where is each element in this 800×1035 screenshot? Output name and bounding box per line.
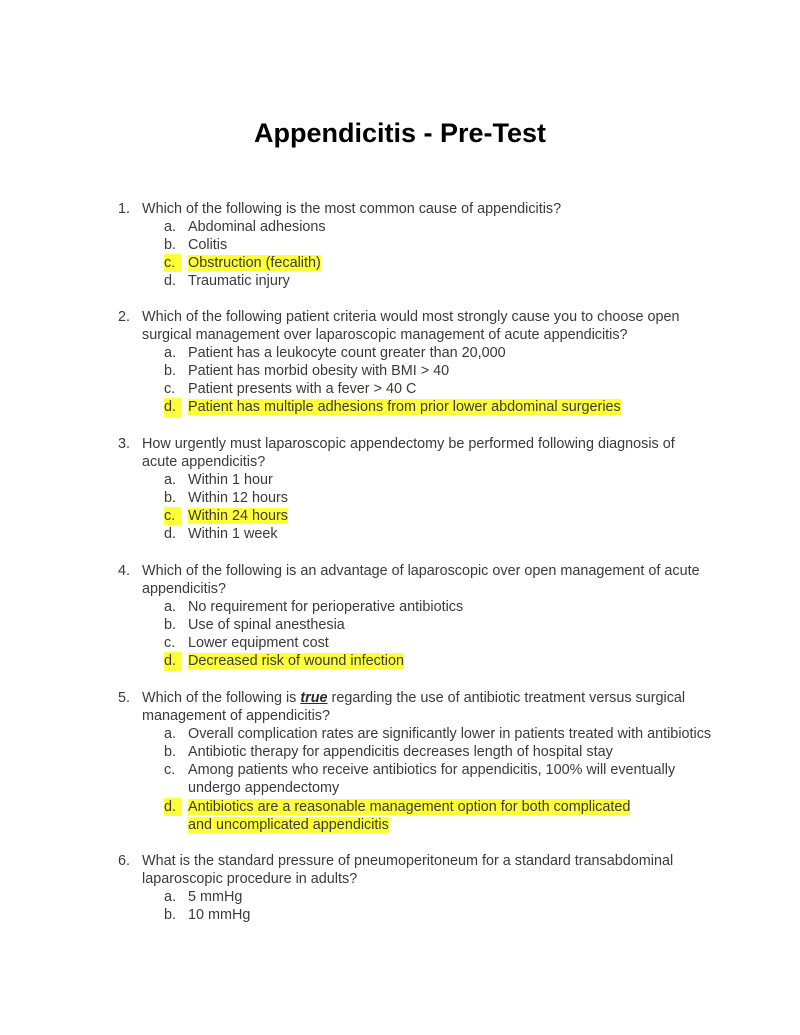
option-text: Within 1 hour	[188, 472, 273, 489]
option-letter: b.	[164, 617, 177, 634]
option-text: Patient has multiple adhesions from prior lower abdominal surgeries	[188, 399, 621, 416]
option-list	[0, 218, 800, 290]
option-text: Obstruction (fecalith)	[188, 255, 321, 272]
question-text	[142, 689, 712, 725]
question-text-part: regarding the use of antibiotic treatment versus surgical management of appendicitis?	[142, 690, 686, 725]
question-4	[0, 562, 800, 671]
option-b	[164, 489, 718, 507]
option-b	[164, 906, 718, 924]
option-list	[0, 888, 800, 924]
question-number: 3.	[118, 436, 131, 452]
option-d-answer	[164, 652, 718, 670]
option-letter: c.	[164, 507, 181, 525]
option-text: Within 24 hours	[188, 508, 288, 525]
option-list	[0, 471, 800, 543]
option-b	[164, 362, 718, 380]
option-c	[164, 761, 678, 797]
question-6	[0, 852, 800, 924]
option-letter: d.	[164, 273, 177, 290]
question-number: 1.	[118, 201, 131, 217]
option-d-answer	[164, 398, 718, 416]
option-letter: c.	[164, 635, 176, 652]
option-letter: a.	[164, 219, 177, 236]
option-d-answer	[164, 798, 658, 834]
option-list	[0, 725, 800, 834]
option-letter: b.	[164, 907, 177, 924]
option-list	[0, 598, 800, 670]
option-letter: b.	[164, 744, 177, 761]
option-letter: c.	[164, 762, 176, 779]
option-text: Abdominal adhesions	[188, 219, 326, 236]
question-5	[0, 689, 800, 834]
option-text: Patient presents with a fever > 40 C	[188, 381, 417, 398]
option-a	[164, 725, 718, 743]
option-letter: d.	[164, 526, 177, 543]
option-a	[164, 888, 718, 906]
option-d	[164, 272, 718, 290]
option-text: Traumatic injury	[188, 273, 290, 290]
option-letter: d.	[164, 398, 182, 416]
option-b	[164, 743, 718, 761]
option-c	[164, 634, 718, 652]
option-text: No requirement for perioperative antibiotics	[188, 599, 464, 616]
question-text: Which of the following is an advantage of laparoscopic over open management of acute appendicitis?	[142, 563, 700, 598]
option-text: Among patients who receive antibiotics for appendicitis, 100% will eventually undergo appendectomy	[188, 762, 676, 797]
option-letter: b.	[164, 237, 177, 254]
question-number: 4.	[118, 563, 131, 579]
question-1	[0, 200, 800, 290]
option-text: 5 mmHg	[188, 889, 243, 906]
option-a	[164, 598, 718, 616]
option-text: Within 12 hours	[188, 490, 288, 507]
option-letter: a.	[164, 472, 177, 489]
option-text: Overall complication rates are significantly lower in patients treated with antibiotics	[188, 726, 712, 743]
option-text: Antibiotics are a reasonable management option for both complicated and uncomplicated appendicitis	[188, 798, 631, 833]
option-text: Lower equipment cost	[188, 635, 329, 652]
option-text: Colitis	[188, 237, 228, 254]
question-text: What is the standard pressure of pneumoperitoneum for a standard transabdominal laparoscopic procedure in adults?	[142, 853, 674, 888]
option-letter: a.	[164, 889, 177, 906]
question-2	[0, 308, 800, 417]
option-text: Antibiotic therapy for appendicitis decreases length of hospital stay	[188, 744, 613, 761]
option-text: Patient has a leukocyte count greater than 20,000	[188, 345, 506, 362]
option-letter: a.	[164, 726, 177, 743]
option-list	[0, 344, 800, 416]
question-text: How urgently must laparoscopic appendectomy be performed following diagnosis of acute appendicitis?	[142, 436, 675, 471]
option-letter: c.	[164, 254, 181, 272]
option-letter: d.	[164, 798, 182, 816]
question-number: 6.	[118, 853, 131, 869]
option-b	[164, 236, 718, 254]
option-b	[164, 616, 718, 634]
option-text: Decreased risk of wound infection	[188, 653, 404, 670]
option-a	[164, 344, 718, 362]
option-d	[164, 525, 718, 543]
option-a	[164, 218, 718, 236]
option-letter: c.	[164, 381, 176, 398]
question-number: 2.	[118, 309, 131, 325]
page-title: Appendicitis - Pre-Test	[253, 118, 547, 148]
option-a	[164, 471, 718, 489]
question-3	[0, 435, 800, 544]
option-letter: b.	[164, 490, 177, 507]
option-text: Within 1 week	[188, 526, 278, 543]
option-letter: a.	[164, 599, 177, 616]
option-text: Patient has morbid obesity with BMI > 40	[188, 363, 450, 380]
question-text: Which of the following is the most common cause of appendicitis?	[142, 201, 562, 217]
emphasis-true: true	[300, 690, 328, 706]
option-letter: d.	[164, 652, 182, 670]
option-text: Use of spinal anesthesia	[188, 617, 345, 634]
option-letter: a.	[164, 345, 177, 362]
option-text: 10 mmHg	[188, 907, 251, 924]
option-c-answer	[164, 507, 718, 525]
question-text: Which of the following patient criteria would most strongly cause you to choose open surgical management over laparoscopic management of acute appendicitis?	[142, 309, 680, 344]
question-text-part: Which of the following is	[142, 690, 301, 706]
option-c-answer	[164, 254, 718, 272]
option-letter: b.	[164, 363, 177, 380]
option-c	[164, 380, 718, 398]
question-number: 5.	[118, 690, 131, 706]
